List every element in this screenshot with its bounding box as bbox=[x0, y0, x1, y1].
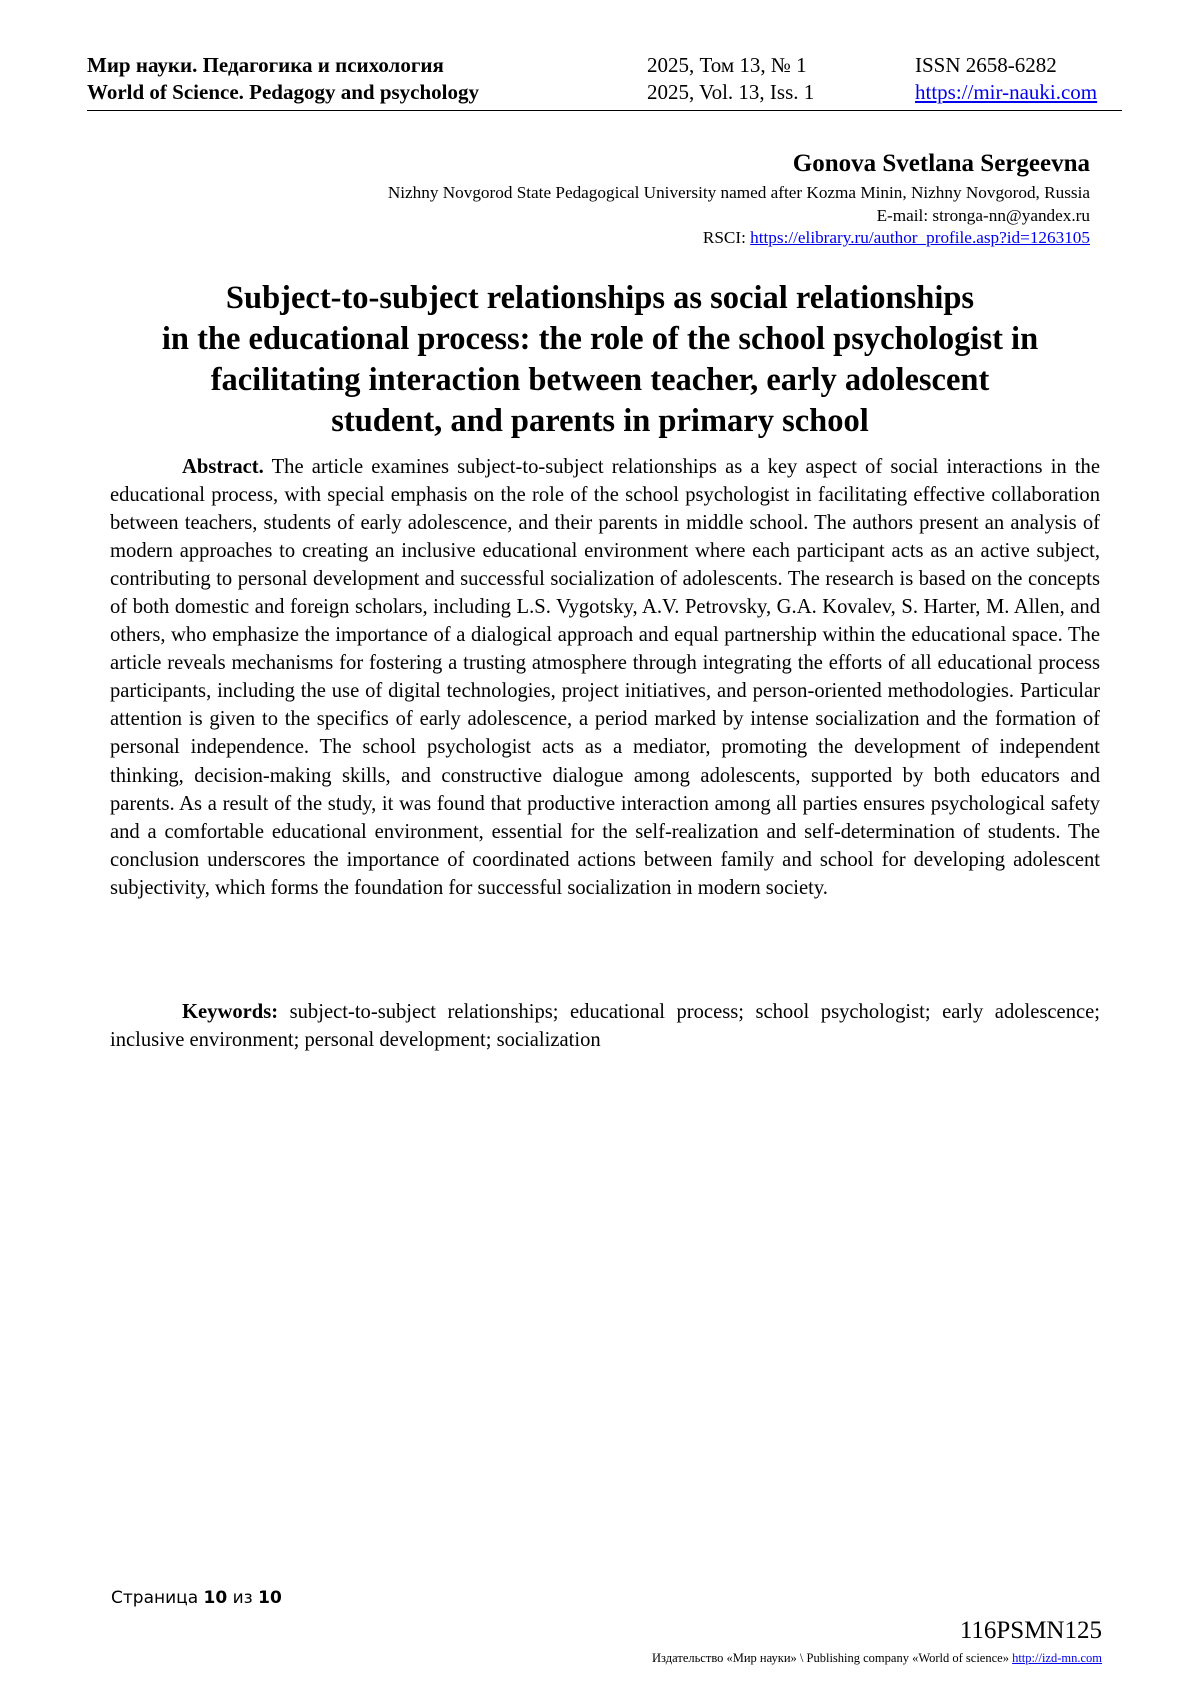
article-code: 116PSMN125 bbox=[959, 1617, 1102, 1644]
abstract-text: The article examines subject-to-subject relationships as a key aspect of social interactions in the educational process, with special emphasis on the role of the school psychologist in facilitating effective collaboration between teachers, students of early adolescence, and their parents in middle school. The authors present an analysis of modern approaches to creating an inclusive educational environment where each participant acts as an active subject, contributing to personal development and successful socialization of adolescents. The research is based on the concepts of both domestic and foreign scholars, including L.S. Vygotsky, A.V. Petrovsky, G.A. Kovalev, S. Harter, M. Allen, and others, who emphasize the importance of a dialogical approach and equal partnership within the educational space. The article reveals mechanisms for fostering a trusting atmosphere through integrating the efforts of all educational process participants, including the use of digital technologies, project initiatives, and person-oriented methodologies. Particular attention is given to the specifics of early adolescence, a period marked by intense socialization and the formation of personal independence. The school psychologist acts as a mediator, promoting the development of independent thinking, decision-making skills, and constructive dialogue among adolescents, supported by both educators and parents. As a result of the study, it was found that productive interaction among all parties ensures psychological safety and a comfortable educational environment, essential for the self-realization and self-determination of students. The conclusion underscores the importance of coordinated actions between family and school for developing adolescent subjectivity, which forms the foundation for successful socialization in modern society. bbox=[110, 456, 1100, 899]
header-row-en bbox=[87, 79, 1122, 106]
journal-header bbox=[87, 52, 1122, 111]
author-block bbox=[388, 148, 1090, 250]
article-title bbox=[100, 278, 1100, 442]
author-email: E-mail: stronga-nn@yandex.ru bbox=[876, 205, 1090, 225]
journal-name-ru: Мир науки. Педагогика и психология bbox=[87, 53, 444, 77]
page-total: 10 bbox=[258, 1588, 282, 1608]
author-name: Gonova Svetlana Sergeevna bbox=[792, 150, 1090, 177]
journal-site-link[interactable]: https://mir-nauki.com bbox=[915, 80, 1098, 104]
keywords-label: Keywords: bbox=[182, 1001, 279, 1023]
rsci-link[interactable]: https://elibrary.ru/author_profile.asp?id=1263105 bbox=[750, 228, 1090, 247]
page-current: 10 bbox=[203, 1588, 228, 1608]
publisher-link[interactable]: http://izd-mn.com bbox=[1012, 1651, 1102, 1665]
page-of: из bbox=[232, 1588, 253, 1608]
page-number bbox=[111, 1588, 282, 1608]
issue-en: 2025, Vol. 13, Iss. 1 bbox=[647, 80, 815, 104]
journal-name-en: World of Science. Pedagogy and psychology bbox=[87, 80, 480, 104]
title-line-2: in the educational process: the role of the school psychologist in bbox=[161, 321, 1039, 357]
title-line-3: facilitating interaction between teacher, early adolescent bbox=[210, 362, 990, 398]
author-affiliation: Nizhny Novgorod State Pedagogical University named after Kozma Minin, Nizhny Novgorod, Russia bbox=[387, 183, 1090, 202]
author-rsci bbox=[388, 227, 1090, 250]
keywords-text: subject-to-subject relationships; educational process; school psychologist; early adolescence; inclusive environment; personal development; socialization bbox=[110, 1001, 1100, 1052]
issue-ru: 2025, Том 13, № 1 bbox=[647, 53, 807, 77]
rsci-label: RSCI: bbox=[702, 228, 746, 247]
page-prefix: Страница bbox=[111, 1588, 199, 1608]
keywords-paragraph bbox=[110, 998, 1100, 1054]
title-line-4: student, and parents in primary school bbox=[331, 403, 869, 439]
abstract-label: Abstract. bbox=[182, 456, 264, 478]
issn: ISSN 2658-6282 bbox=[915, 53, 1057, 77]
publisher-text: Издательство «Мир науки» \ Publishing company «World of science» bbox=[652, 1651, 1009, 1665]
abstract-paragraph bbox=[110, 453, 1100, 902]
header-row-ru bbox=[87, 52, 1122, 79]
title-line-1: Subject-to-subject relationships as social relationships bbox=[225, 280, 975, 316]
publisher-line bbox=[652, 1651, 1102, 1666]
